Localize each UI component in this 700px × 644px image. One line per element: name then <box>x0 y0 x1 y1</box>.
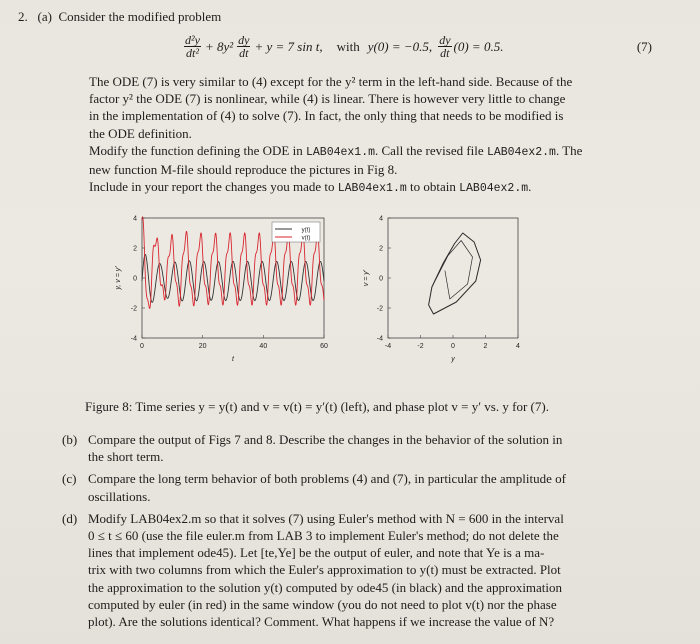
equation-7 <box>182 34 652 59</box>
y-tick-label: -2 <box>376 305 383 313</box>
x-tick-label: 20 <box>198 343 207 350</box>
para3-line: Include in your report the changes you made to LAB04ex1.m to obtain LAB04ex2.m. <box>89 179 532 196</box>
x-axis-label: t <box>232 356 234 363</box>
y-tick-label: 0 <box>379 275 383 283</box>
y-axis-label: v = y' <box>363 269 370 287</box>
paragraph-2 <box>89 142 659 198</box>
y-tick-label: 2 <box>133 245 137 253</box>
y-tick-label: 0 <box>133 275 137 283</box>
phase-plot-chart <box>358 208 528 388</box>
phase-curve-outer <box>429 233 481 314</box>
paragraph-1 <box>89 73 659 142</box>
y-tick-label: 4 <box>379 215 383 223</box>
phase-curve-transient <box>432 241 473 300</box>
problem-number: 2. <box>18 9 28 24</box>
para1-line: the ODE definition. <box>89 125 192 141</box>
time-series-chart <box>110 208 340 388</box>
ic2-derivative: $\frac{dy}{dt}$ <box>439 33 451 60</box>
para1-line: in the implementation of (4) to solve (7). In fact, the only thing that needs to be modified is <box>89 108 564 124</box>
para2-line: Modify the function defining the ODE in LAB04ex1.m. Call the revised file LAB04ex2.m. The <box>89 143 583 159</box>
question-c: (c) Compare the long term behavior of both problems (4) and (7), in particular the amplitude of oscillations. <box>62 471 566 504</box>
x-tick-label: 4 <box>516 343 520 350</box>
eq-rhs: + y = 7 sin t, <box>254 38 323 54</box>
part-a-intro: Consider the modified problem <box>58 9 222 24</box>
para1-line: The ODE (7) is very similar to (4) except for the y² term in the left-hand side. Because of the <box>89 74 573 89</box>
y-tick-label: -4 <box>130 335 137 343</box>
x-axis-label: y <box>451 356 455 363</box>
legend-label: v(t) <box>301 235 311 242</box>
x-tick-label: 40 <box>259 343 268 350</box>
x-tick-label: 2 <box>483 343 488 350</box>
plot-frame <box>388 218 518 338</box>
para2-line: new function M-file should reproduce the pictures in Fig 8. <box>89 162 398 178</box>
y-axis-label: y, v = y' <box>115 266 122 290</box>
figure-caption: Figure 8: Time series y = y(t) and v = v(t) = y′(t) (left), and phase plot v = y′ vs. y for (7). <box>85 399 549 414</box>
y-tick-label: -2 <box>130 305 137 313</box>
questions-list <box>62 431 662 630</box>
para1-line: factor y² the ODE (7) is nonlinear, while (4) is linear. There is however very little to change <box>89 91 566 107</box>
question-b: (b) Compare the output of Figs 7 and 8. Describe the changes in the behavior of the solution in the short term. <box>62 432 563 465</box>
y-tick-label: 2 <box>379 245 383 253</box>
y-tick-label: 4 <box>133 215 137 223</box>
eq-ic1: y(0) = −0.5, <box>367 38 433 54</box>
part-a-label: (a) <box>37 9 52 24</box>
eq-ic2: (0) = 0.5. <box>453 38 504 54</box>
x-tick-label: -4 <box>384 343 392 350</box>
eq-with: with <box>336 38 360 54</box>
eq-nonlinear-term: + 8y² <box>204 38 234 54</box>
question-d: (d) Modify LAB04ex2.m so that it solves (7) using Euler's method with N = 600 in the interval 0 ≤ t ≤ 60 (use the file euler.m from LAB 3 to implement Euler's method; do not delete the lines that implement ode45). Let [te,Ye] be the output of euler, and note that Ye is a ma- trix with two columns from which the Euler's approximation to y(t) must be extracted. Plot the approximation to the solution y(t) computed by ode45 (in black) and the approximation computed by euler (in red) in the same window (you do not need to plot v(t) nor the phase plot). Are the solutions identical? Comment. What happens if we increase the value of N? <box>62 510 564 630</box>
y-tick-label: -4 <box>376 335 383 343</box>
legend-box <box>272 222 320 242</box>
x-tick-label: 0 <box>140 343 144 350</box>
x-tick-label: 0 <box>451 343 455 350</box>
legend-label: y(t) <box>301 227 311 234</box>
x-tick-label: 60 <box>320 343 328 350</box>
x-tick-label: -2 <box>417 343 424 350</box>
first-derivative: $\frac{dy}{dt}$ <box>238 33 250 60</box>
problem-heading <box>18 8 221 25</box>
eq-number: (7) <box>636 38 652 54</box>
second-derivative: $\frac{\text{d²y}}{\text{dt²}}$ <box>185 33 200 60</box>
